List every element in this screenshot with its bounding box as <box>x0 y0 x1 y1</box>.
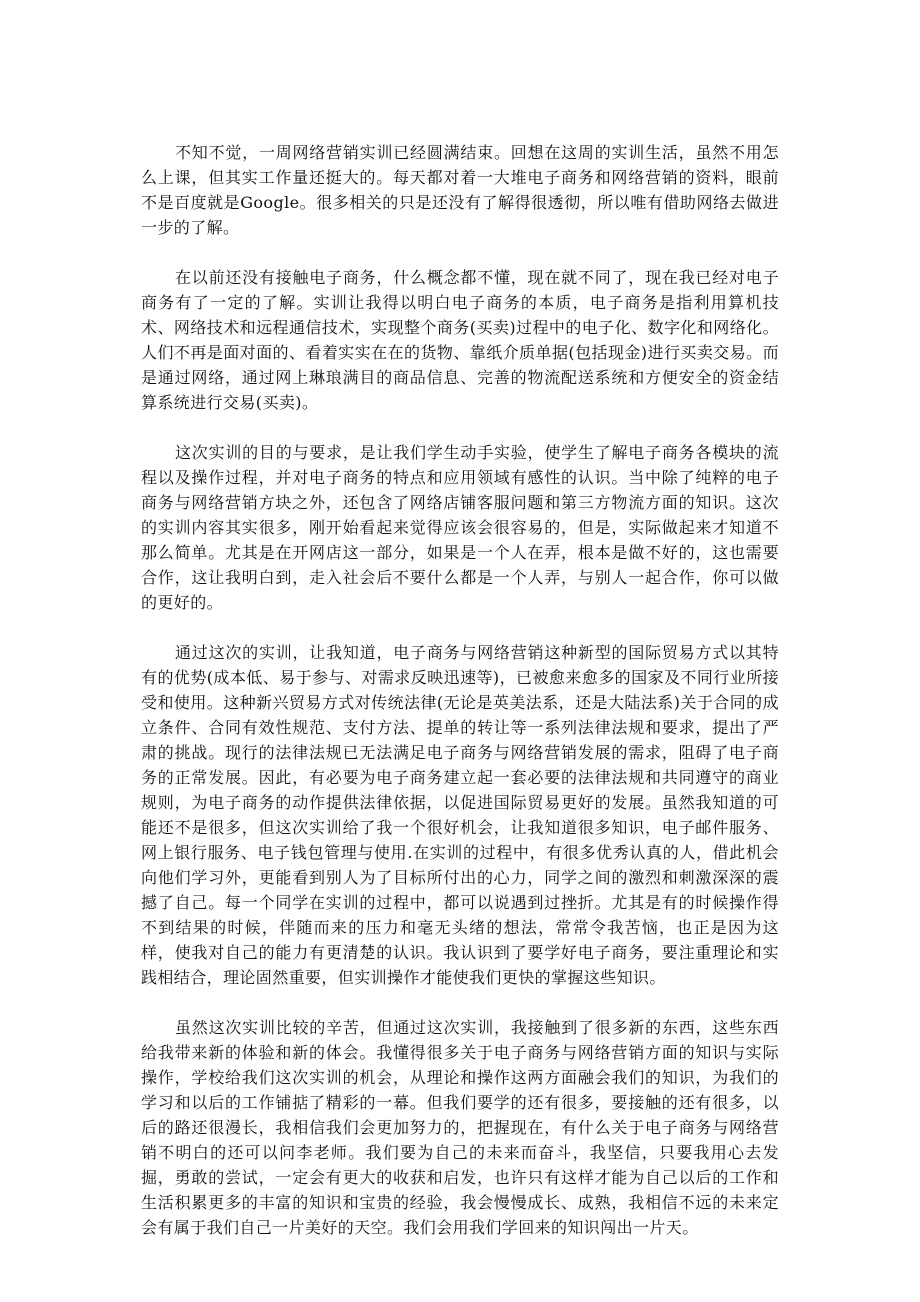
paragraph-4: 通过这次的实训，让我知道，电子商务与网络营销这种新型的国际贸易方式以其特有的优势(成本低、易于参与、对需求反映迅速等)，已被愈来愈多的国家及不同行业所接受和使用。这种新兴贸易方式对传统法律(无论是英美法系，还是大陆法系)关于合同的成立条件、合同有效性规范、支付方法、提单的转让等一系列法律法规和要求，提出了严肃的挑战。现行的法律法规已无法满足电子商务与网络营销发展的需求，阻碍了电子商务的正常发展。因此，有必要为电子商务建立起一套必要的法律法规和共同遵守的商业规则，为电子商务的动作提供法律依据，以促进国际贸易更好的发展。虽然我知道的可能还不是很多，但这次实训给了我一个很好机会，让我知道很多知识，电子邮件服务、网上银行服务、电子钱包管理与使用.在实训的过程中，有很多优秀认真的人，借此机会向他们学习外，更能看到别人为了目标所付出的心力，同学之间的激烈和刺激深深的震撼了自己。每一个同学在实训的过程中，都可以说遇到过挫折。尤其是有的时候操作得不到结果的时候，伴随而来的压力和毫无头绪的想法，常常令我苦恼，也正是因为这样，使我对自己的能力有更清楚的认识。我认识到了要学好电子商务，要注重理论和实践相结合，理论固然重要，但实训操作才能使我们更快的掌握这些知识。 <box>141 643 779 987</box>
paragraph-2: 在以前还没有接触电子商务，什么概念都不懂，现在就不同了，现在我已经对电子商务有了一定的了解。实训让我得以明白电子商务的本质，电子商务是指利用算机技术、网络技术和远程通信技术，实现整个商务(买卖)过程中的电子化、数字化和网络化。人们不再是面对面的、看着实实在在的货物、靠纸介质单据(包括现金)进行买卖交易。而是通过网络，通过网上琳琅满目的商品信息、完善的物流配送系统和方便安全的资金结算系统进行交易(买卖)。 <box>141 268 779 412</box>
paragraph-5: 虽然这次实训比较的辛苦，但通过这次实训，我接触到了很多新的东西，这些东西给我带来新的体验和新的体会。我懂得很多关于电子商务与网络营销方面的知识与实际操作，学校给我们这次实训的机会，从理论和操作这两方面融会我们的知识，为我们的学习和以后的工作铺掂了精彩的一幕。但我们要学的还有很多，要接触的还有很多，以后的路还很漫长，我相信我们会更加努力的，把握现在，有什么关于电子商务与网络营销不明白的还可以问李老师。我们要为自己的未来而奋斗，我坚信，只要我用心去发掘，勇敢的尝试，一定会有更大的收获和启发，也许只有这样才能为自己以后的工作和生活积累更多的丰富的知识和宝贵的经验，我会慢慢成长、成熟，我相信不远的未来定会有属于我们自己一片美好的天空。我们会用我们学回来的知识闯出一片天。 <box>141 1018 779 1237</box>
document-body <box>141 140 779 1240</box>
paragraph-1: 不知不觉，一周网络营销实训已经圆满结束。回想在这周的实训生活，虽然不用怎么上课，但其实工作量还挺大的。每天都对着一大堆电子商务和网络营销的资料，眼前不是百度就是Google。很多相关的只是还没有了解得很透彻，所以唯有借助网络去做进一步的了解。 <box>141 143 779 237</box>
paragraph-3: 这次实训的目的与要求，是让我们学生动手实验，使学生了解电子商务各模块的流程以及操作过程，并对电子商务的特点和应用领域有感性的认识。当中除了纯粹的电子商务与网络营销方块之外，还包含了网络店铺客服问题和第三方物流方面的知识。这次的实训内容其实很多，刚开始看起来觉得应该会很容易的，但是，实际做起来才知道不那么简单。尤其是在开网店这一部分，如果是一个人在弄，根本是做不好的，这也需要合作，这让我明白到，走入社会后不要什么都是一个人弄，与别人一起合作，你可以做的更好的。 <box>141 443 779 612</box>
